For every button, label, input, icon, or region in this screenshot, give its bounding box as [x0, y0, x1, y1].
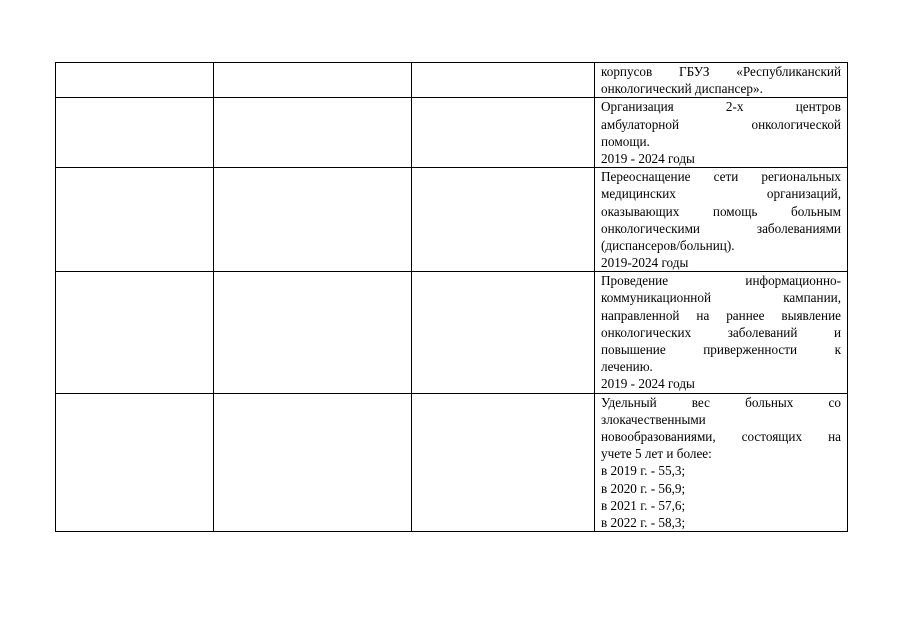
event-description-cell [595, 63, 848, 98]
table-row [56, 272, 848, 393]
cell-text-line: в 2022 г. - 58,3; [601, 514, 686, 530]
table-row [56, 393, 848, 532]
table-row [56, 168, 848, 272]
cell-text-line: лечению. [601, 359, 653, 375]
empty-cell-col2 [214, 98, 412, 168]
empty-cell-col2 [214, 393, 412, 532]
empty-cell-col3 [412, 393, 595, 532]
cell-text-line: 2019 - 2024 годы [601, 150, 695, 166]
cell-text-line: в 2019 г. - 55,3; [601, 463, 686, 479]
cell-text-line: оказывающих помощь больным [601, 203, 841, 219]
cell-text-line: Организация 2-х центров [601, 99, 841, 115]
empty-cell-col1 [56, 63, 214, 98]
event-description-cell [595, 98, 848, 168]
cell-text-line: медицинских организаций, [601, 186, 841, 202]
table-row [56, 98, 848, 168]
event-description-cell [595, 168, 848, 272]
table-body [56, 63, 848, 532]
event-description-cell [595, 393, 848, 532]
cell-text-line: амбулаторной онкологической [601, 116, 841, 132]
cell-text-line: учете 5 лет и более: [601, 446, 712, 462]
empty-cell-col3 [412, 98, 595, 168]
empty-cell-col3 [412, 63, 595, 98]
cell-text-line: Переоснащение сети региональных [601, 169, 841, 185]
empty-cell-col1 [56, 393, 214, 532]
empty-cell-col2 [214, 168, 412, 272]
table-row [56, 63, 848, 98]
empty-cell-col3 [412, 272, 595, 393]
cell-text-line: новообразованиями, состоящих на [601, 428, 841, 444]
document-table [55, 62, 848, 532]
cell-text-line: в 2020 г. - 56,9; [601, 480, 686, 496]
empty-cell-col1 [56, 272, 214, 393]
cell-text-line: (диспансеров/больниц). [601, 237, 735, 253]
empty-cell-col1 [56, 168, 214, 272]
event-description-cell [595, 272, 848, 393]
empty-cell-col2 [214, 272, 412, 393]
cell-text-line: в 2021 г. - 57,6; [601, 497, 686, 513]
cell-text-line: Проведение информационно- [601, 273, 841, 289]
cell-text-line: корпусов ГБУЗ «Республиканский [601, 64, 841, 79]
cell-text-line: онкологическими заболеваниями [601, 220, 841, 236]
cell-text-line: 2019-2024 годы [601, 255, 689, 271]
cell-text-line: онкологический диспансер». [601, 81, 763, 97]
empty-cell-col2 [214, 63, 412, 98]
cell-text-line: направленной на раннее выявление [601, 307, 841, 323]
cell-text-line: помощи. [601, 133, 650, 149]
cell-text-line: повышение приверженности к [601, 342, 841, 357]
empty-cell-col1 [56, 98, 214, 168]
cell-text-line: Удельный вес больных со [601, 394, 841, 410]
empty-cell-col3 [412, 168, 595, 272]
cell-text-line: 2019 - 2024 годы [601, 376, 695, 392]
cell-text-line: онкологических заболеваний и [601, 324, 841, 340]
cell-text-line: коммуникационной кампании, [601, 290, 841, 306]
cell-text-line: злокачественными [601, 411, 706, 427]
